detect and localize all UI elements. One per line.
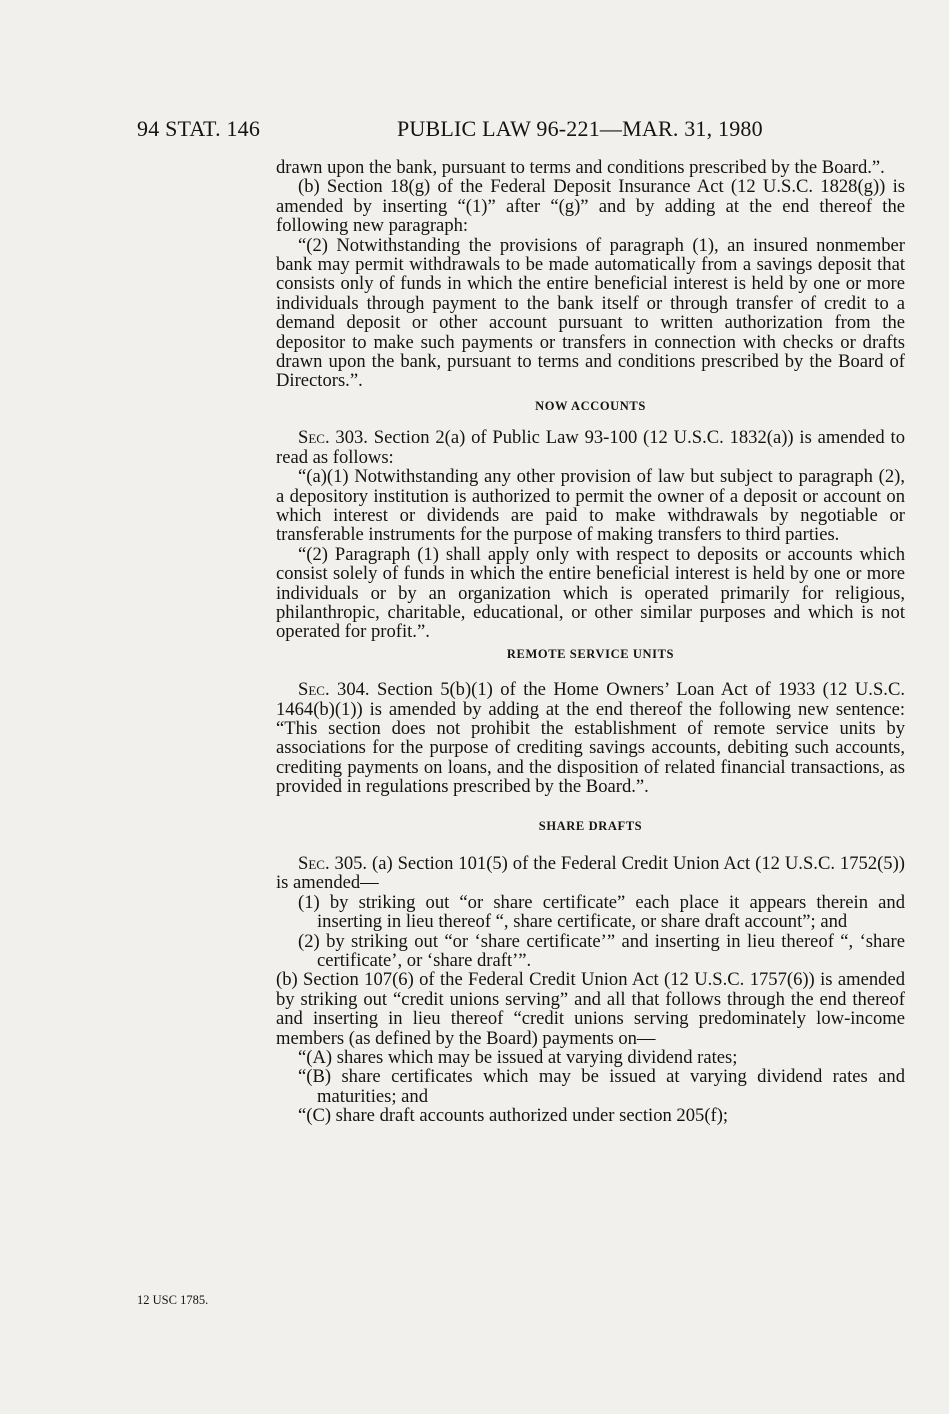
list-item: (2) by striking out “or ‘share certificate’” and inserting in lieu thereof “, ‘share certificate’, or ‘share draft’”.: [298, 930, 905, 972]
paragraph: Sec. 305. (a) Section 101(5) of the Federal Credit Union Act (12 U.S.C. 1752(5)) is amended—: [276, 853, 905, 894]
paragraph: drawn upon the bank, pursuant to terms and conditions prescribed by the Board.”.: [276, 157, 885, 178]
section-label: Sec.: [298, 427, 330, 449]
list-item: (1) by striking out “or share certificate” each place it appears therein and inserting in lieu thereof “, share certificate, or share draft account”; and: [298, 891, 905, 933]
body-text: [276, 158, 905, 1126]
section-label: Sec.: [298, 679, 330, 701]
running-head: PUBLIC LAW 96-221—MAR. 31, 1980: [397, 116, 763, 141]
section-heading: SHARE DRAFTS: [538, 818, 643, 833]
paragraph: (b) Section 18(g) of the Federal Deposit Insurance Act (12 U.S.C. 1828(g)) is amended by inserting “(1)” after “(g)” and by adding at the end thereof the following new paragraph:: [276, 176, 905, 237]
paragraph: “(2) Paragraph (1) shall apply only with respect to deposits or accounts which consist solely of funds in which the entire beneficial interest is held by one or more individuals or by an organization which is operated primarily for religious, philanthropic, charitable, educational, or other similar purposes and which is not operated for profit.”.: [276, 543, 905, 643]
statute-page-number: 94 STAT. 146: [137, 116, 261, 141]
paragraph: “(a)(1) Notwithstanding any other provision of law but subject to paragraph (2), a depository institution is authorized to permit the owner of a deposit or account on which interest or dividends are paid to make withdrawals by negotiable or transferable instruments for the purpose of making transfers to third parties.: [276, 466, 905, 546]
list-item: “(C) share draft accounts authorized under section 205(f);: [298, 1105, 729, 1127]
paragraph: (b) Section 107(6) of the Federal Credit Union Act (12 U.S.C. 1757(6)) is amended by striking out “credit unions serving” and all that follows through the end thereof and inserting in lieu thereof “credit unions serving predominately low-income members (as defined by the Board) payments on—: [276, 969, 905, 1049]
section-label: Sec.: [298, 853, 330, 874]
paragraph: Sec. 304. Section 5(b)(1) of the Home Owners’ Loan Act of 1933 (12 U.S.C. 1464(b)(1)) is amended by adding at the end thereof the following new sentence: “This section does not prohibit the establishment of remote service units by associations for the purpose of crediting savings accounts, debiting such accounts, crediting payments on loans, and the disposition of related financial transactions, as provided in regulations prescribed by the Board.”.: [276, 679, 905, 798]
section-heading: REMOTE SERVICE UNITS: [506, 646, 675, 661]
section-heading: NOW ACCOUNTS: [535, 398, 646, 413]
margin-citation: 12 USC 1785.: [137, 1293, 209, 1307]
list-item: “(A) shares which may be issued at varying dividend rates;: [298, 1047, 738, 1069]
paragraph: “(2) Notwithstanding the provisions of paragraph (1), an insured nonmember bank may permit withdrawals to be made automatically from a savings deposit that consists only of funds in which the entire beneficial interest is held by one or more individuals through payment to the bank itself or through transfer of credit to a demand deposit or other account pursuant to written authorization from the depositor to make such payments or transfers in connection with checks or drafts drawn upon the bank, pursuant to terms and conditions prescribed by the Board of Directors.”.: [276, 234, 905, 392]
paragraph: Sec. 303. Section 2(a) of Public Law 93-100 (12 U.S.C. 1832(a)) is amended to read as follows:: [276, 427, 905, 468]
list-item: “(B) share certificates which may be issued at varying dividend rates and maturities; and: [298, 1066, 905, 1107]
